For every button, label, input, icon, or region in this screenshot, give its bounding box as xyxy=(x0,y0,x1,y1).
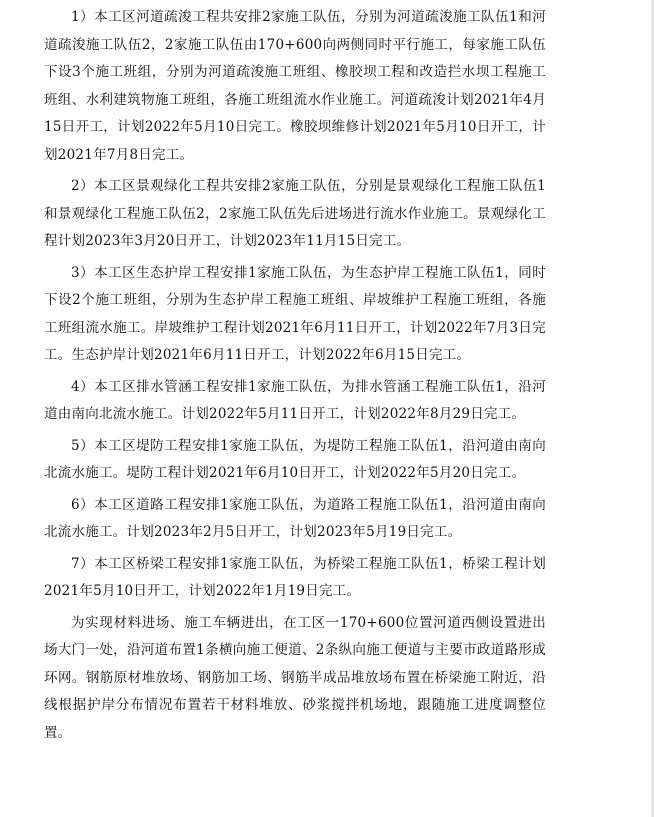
paragraph-embankment: 5）本工区堤防工程安排1家施工队伍，为堤防工程施工队伍1，沿河道由南向北流水施工。堤防工程计划2021年6月10日开工，计划2022年5月20日完工。 xyxy=(44,437,546,481)
paragraph-site-access: 为实现材料进场、施工车辆进出，在工区一170+600位置河道西侧设置进出场大门一处，沿河道布置1条横向施工便道、2条纵向施工便道与主要市政道路形成环网。钢筋原材堆放场、钢筋加工场、钢筋半成品堆放场布置在桥梁施工附近，沿线根据护岸分布情况布置若干材料堆放、砂浆搅拌机场地，跟随施工进度调整位置。 xyxy=(44,614,546,741)
paragraph-landscape-greening: 2）本工区景观绿化工程共安排2家施工队伍，分别是景观绿化工程施工队伍1和景观绿化工程施工队伍2，2家施工队伍先后进场进行流水作业施工。景观绿化工程计划2023年3月20日开工，计划2023年11月15日完工。 xyxy=(44,178,546,249)
paragraph-road: 6）本工区道路工程安排1家施工队伍，为道路工程施工队伍1，沿河道由南向北流水施工。计划2023年2月5日开工，计划2023年5月19日完工。 xyxy=(44,496,546,540)
paragraph-river-dredging: 1）本工区河道疏浚工程共安排2家施工队伍，分别为河道疏浚施工队伍1和河道疏浚施工队伍2，2家施工队伍由170+600向两侧同时平行施工，每家施工队伍下设3个施工班组，分别为河道疏浚施工班组、橡胶坝工程和改造拦水坝工程施工班组、水利建筑物施工班组，各施工班组流水作业施工。河道疏浚计划2021年4月15日开工，计划2022年5月10日完工。橡胶坝维修计划2021年5月10日开工，计划2021年7月8日完工。 xyxy=(44,9,546,163)
paragraph-ecological-revetment: 3）本工区生态护岸工程安排1家施工队伍，为生态护岸工程施工队伍1，同时下设2个施工班组，分别为生态护岸工程施工班组、岸坡维护工程施工班组，各施工班组流水施工。岸坡维护工程计划2021年6月11日开工，计划2022年7月3日完工。生态护岸计划2021年6月11日开工，计划2022年6月15日完工。 xyxy=(44,264,546,363)
paragraph-bridge: 7）本工区桥梁工程安排1家施工队伍，为桥梁工程施工队伍1，桥梁工程计划2021年5月10日开工，计划2022年1月19日完工。 xyxy=(44,555,546,599)
document-body xyxy=(44,0,546,751)
paragraph-drainage-culvert: 4）本工区排水管涵工程安排1家施工队伍，为排水管涵工程施工队伍1，沿河道由南向北流水施工。计划2022年5月11日开工，计划2022年8月29日完工。 xyxy=(44,378,546,422)
